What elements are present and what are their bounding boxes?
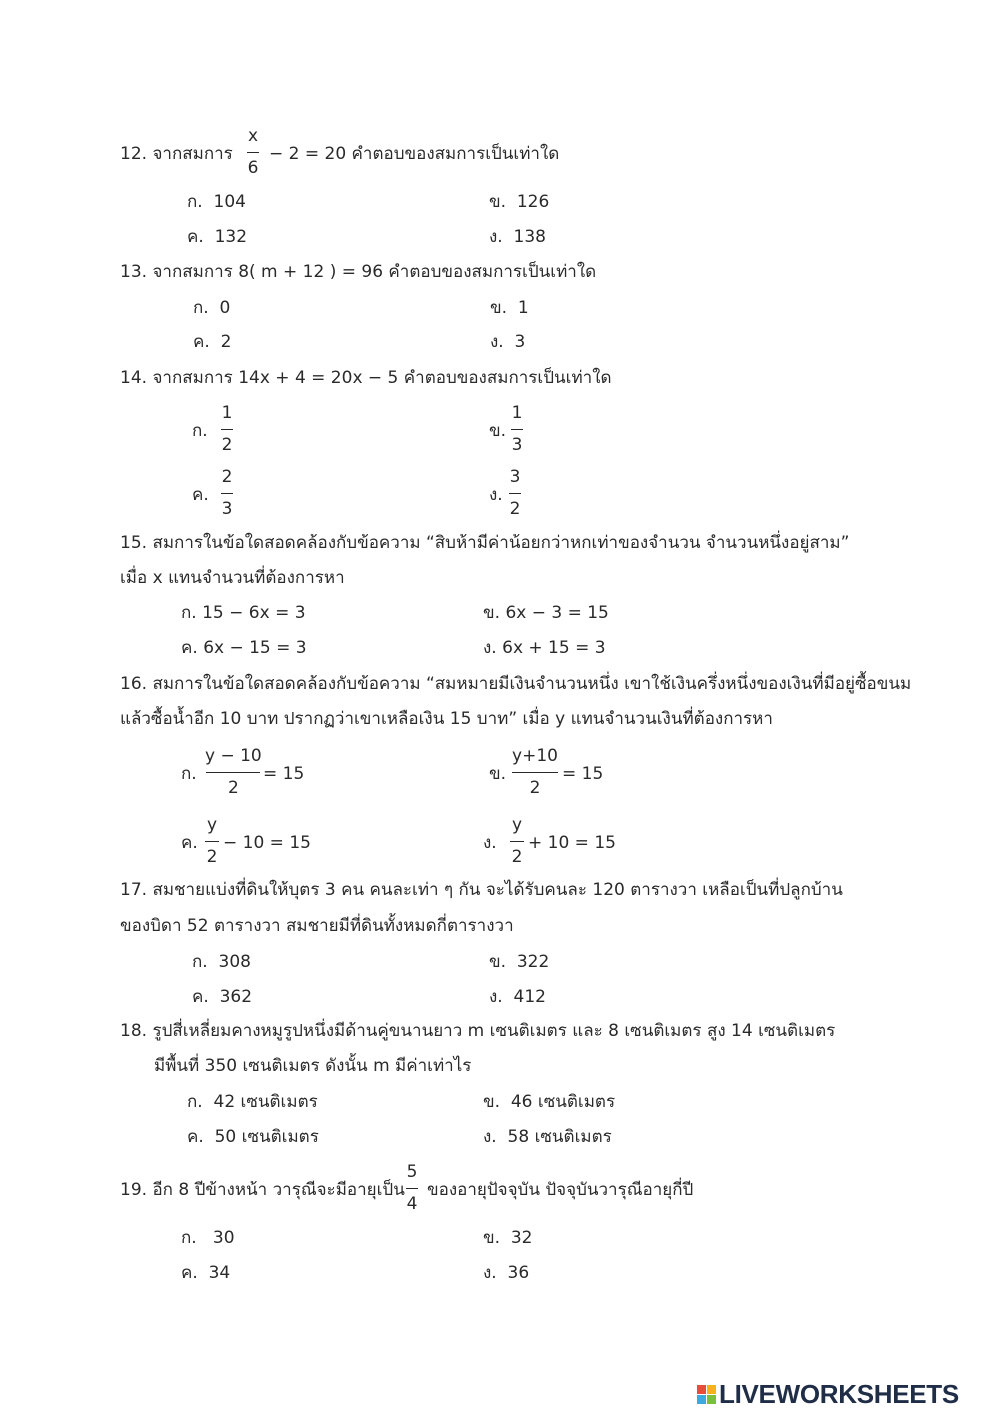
choice-label: ง. [483, 833, 497, 853]
choice-value: 50 เซนติเมตร [214, 1127, 319, 1147]
fraction-denominator: 2 [511, 847, 523, 867]
liveworksheets-logo[interactable] [697, 1380, 959, 1408]
choice-label: ข. [483, 1092, 501, 1112]
fraction-numerator: x [247, 126, 259, 146]
choice-d[interactable] [483, 1129, 612, 1146]
question-17-stem-line-1: 17. สมชายแบ่งที่ดินให้บุตร 3 คน คนละเท่า ๆ กัน จะได้รับคนละ 120 ตารางวา เหลือเป็นที่ปลูกบ้าน [120, 880, 843, 900]
choice-label: ข. [489, 421, 507, 441]
choice-label: ข. [489, 764, 507, 784]
choice-a[interactable] [181, 1230, 235, 1247]
fraction-denominator: 6 [247, 158, 259, 178]
choice-label: ก. [187, 192, 203, 212]
choice-label: ก. [181, 603, 197, 623]
choice-b[interactable] [483, 1094, 615, 1111]
fraction-numerator: 1 [511, 403, 523, 423]
fraction-numerator: 1 [221, 403, 233, 423]
choice-label: ค. [187, 1127, 204, 1147]
choice-fraction [510, 817, 524, 866]
choice-fraction [511, 405, 523, 454]
choice-fraction [221, 469, 233, 518]
choice-a[interactable] [193, 300, 230, 317]
fraction-numerator: 5 [406, 1162, 418, 1182]
fraction-numerator: 3 [509, 467, 521, 487]
question-16-stem-line-2: แล้วซื้อน้ำอีก 10 บาท ปรากฏว่าเขาเหลือเงิน 15 บาท” เมื่อ y แทนจำนวนเงินที่ต้องการหา [120, 709, 773, 729]
choice-b[interactable] [483, 605, 609, 622]
choice-a[interactable] [187, 1094, 318, 1111]
choice-label: ค. [181, 1263, 198, 1283]
question-17-stem-line-2: ของบิดา 52 ตารางวา สมชายมีที่ดินทั้งหมดกี่ตารางวา [120, 916, 514, 936]
fraction-bar [510, 841, 524, 842]
choice-label: ง. [483, 1127, 497, 1147]
choice-label: ข. [489, 952, 507, 972]
fraction-bar [511, 429, 523, 430]
choice-label: ง. [490, 332, 504, 352]
choice-label: ข. [483, 1228, 501, 1248]
question-16-stem-line-1: 16. สมการในข้อใดสอดคล้องกับข้อความ “สมหมายมีเงินจำนวนหนึ่ง เขาใช้เงินครึ่งหนึ่งของเงินที่มีอยู่ซื้อขนม [120, 674, 912, 694]
question-12-fraction [247, 128, 259, 177]
choice-value: 36 [507, 1263, 530, 1283]
fraction-numerator: y − 10 [205, 746, 262, 766]
choice-fraction [205, 748, 262, 797]
choice-value: 6x + 15 = 3 [502, 638, 606, 658]
choice-c[interactable] [193, 334, 231, 351]
choice-value: 132 [214, 227, 248, 247]
question-19-fraction [406, 1164, 418, 1213]
choice-value: 34 [208, 1263, 231, 1283]
logo-squares-icon [697, 1385, 716, 1404]
choice-fraction [221, 405, 233, 454]
fraction-numerator: y [206, 815, 218, 835]
choice-value: 6x − 15 = 3 [203, 638, 307, 658]
choice-d[interactable] [490, 334, 525, 351]
choice-label: ค. [192, 485, 209, 505]
choice-a[interactable] [181, 605, 306, 622]
question-12-stem-prefix: 12. จากสมการ [120, 144, 233, 164]
choice-value: 30 [212, 1228, 235, 1248]
logo-square [707, 1395, 716, 1404]
choice-value: 104 [213, 192, 246, 212]
choice-d[interactable] [483, 640, 606, 657]
choice-equation-rest: + 10 = 15 [528, 833, 616, 853]
choice-label: ก. [181, 1228, 197, 1248]
logo-square [697, 1385, 706, 1394]
choice-b[interactable] [489, 194, 549, 211]
choice-a[interactable] [187, 194, 246, 211]
choice-label: ก. [193, 298, 209, 318]
fraction-numerator: 2 [221, 467, 233, 487]
fraction-bar [206, 772, 260, 773]
question-18-stem-line-1: 18. รูปสี่เหลี่ยมคางหมูรูปหนึ่งมีด้านคู่ขนานยาว m เซนติเมตร และ 8 เซนติเมตร สูง 14 เซนติเมตร [120, 1021, 836, 1041]
choice-c[interactable] [192, 989, 252, 1006]
choice-value: 362 [219, 987, 253, 1007]
choice-fraction [512, 748, 558, 797]
choice-label: ก. [187, 1092, 203, 1112]
fraction-bar [512, 772, 558, 773]
choice-value: 138 [513, 227, 546, 247]
fraction-bar [406, 1188, 418, 1189]
choice-label: ง. [489, 227, 503, 247]
choice-a[interactable] [192, 954, 251, 971]
fraction-bar [221, 493, 233, 494]
question-15-stem-line-1: 15. สมการในข้อใดสอดคล้องกับข้อความ “สิบห้ามีค่าน้อยกว่าหกเท่าของจำนวน จำนวนหนึ่งอยู่สาม” [120, 533, 850, 553]
choice-label: ก. [181, 764, 197, 784]
choice-value: 0 [219, 298, 231, 318]
question-12-stem-suffix: − 2 = 20 คำตอบของสมการเป็นเท่าใด [269, 144, 560, 164]
choice-label: ข. [483, 603, 501, 623]
choice-label: ง. [483, 638, 497, 658]
choice-c[interactable] [187, 1129, 319, 1146]
fraction-bar [205, 841, 219, 842]
choice-equation-rest: = 15 [263, 764, 305, 784]
brand-name: LIVEWORKSHEETS [719, 1378, 959, 1409]
fraction-denominator: 2 [509, 499, 521, 519]
question-15-stem-line-2: เมื่อ x แทนจำนวนที่ต้องการหา [120, 568, 345, 588]
choice-label: ง. [489, 485, 503, 505]
choice-equation-rest: − 10 = 15 [223, 833, 311, 853]
choice-b[interactable] [490, 300, 529, 317]
logo-square [707, 1385, 716, 1394]
question-14-stem: 14. จากสมการ 14x + 4 = 20x − 5 คำตอบของสมการเป็นเท่าใด [120, 368, 612, 388]
choice-value: 2 [220, 332, 232, 352]
choice-label: ค. [193, 332, 210, 352]
choice-value: 308 [218, 952, 251, 972]
choice-label: ค. [181, 833, 198, 853]
choice-label: ค. [192, 987, 209, 1007]
fraction-bar [247, 152, 259, 153]
choice-value: 6x − 3 = 15 [505, 603, 609, 623]
choice-equation-rest: = 15 [562, 764, 604, 784]
choice-b[interactable] [483, 1230, 532, 1247]
choice-value: 58 เซนติเมตร [507, 1127, 612, 1147]
choice-value: 15 − 6x = 3 [202, 603, 306, 623]
logo-square [697, 1395, 706, 1404]
fraction-denominator: 2 [206, 847, 218, 867]
choice-value: 322 [516, 952, 550, 972]
fraction-denominator: 2 [529, 778, 541, 798]
choice-b[interactable] [489, 954, 549, 971]
choice-label: ค. [181, 638, 198, 658]
choice-value: 32 [510, 1228, 533, 1248]
choice-label: ข. [490, 298, 508, 318]
choice-value: 3 [514, 332, 526, 352]
choice-value: 42 เซนติเมตร [213, 1092, 318, 1112]
choice-fraction [205, 817, 219, 866]
fraction-bar [221, 429, 233, 430]
fraction-denominator: 2 [221, 435, 233, 455]
choice-c[interactable] [181, 640, 307, 657]
choice-label: ค. [187, 227, 204, 247]
fraction-denominator: 3 [221, 499, 233, 519]
fraction-denominator: 4 [406, 1194, 418, 1214]
choice-d[interactable] [489, 229, 546, 246]
choice-label: ก. [192, 952, 208, 972]
question-13-stem: 13. จากสมการ 8( m + 12 ) = 96 คำตอบของสมการเป็นเท่าใด [120, 262, 597, 282]
choice-value: 46 เซนติเมตร [510, 1092, 616, 1112]
fraction-bar [509, 493, 521, 494]
question-19-stem-suffix: ของอายุปัจจุบัน ปัจจุบันวารุณีอายุกี่ปี [427, 1180, 694, 1200]
choice-c[interactable] [181, 1265, 230, 1282]
choice-label: ง. [483, 1263, 497, 1283]
question-18-stem-line-2: มีพื้นที่ 350 เซนติเมตร ดังนั้น m มีค่าเท่าไร [154, 1056, 472, 1076]
fraction-numerator: y [511, 815, 523, 835]
choice-value: 126 [516, 192, 550, 212]
fraction-denominator: 3 [511, 435, 523, 455]
choice-d[interactable] [483, 1265, 529, 1282]
choice-value: 1 [517, 298, 529, 318]
question-19-stem-prefix: 19. อีก 8 ปีข้างหน้า วารุณีจะมีอายุเป็น [120, 1180, 405, 1200]
fraction-denominator: 2 [227, 778, 239, 798]
choice-fraction [509, 469, 521, 518]
choice-label: ข. [489, 192, 507, 212]
choice-label: ง. [489, 987, 503, 1007]
choice-value: 412 [513, 987, 546, 1007]
choice-c[interactable] [187, 229, 247, 246]
fraction-numerator: y+10 [512, 746, 558, 766]
choice-label: ก. [192, 421, 208, 441]
choice-d[interactable] [489, 989, 546, 1006]
